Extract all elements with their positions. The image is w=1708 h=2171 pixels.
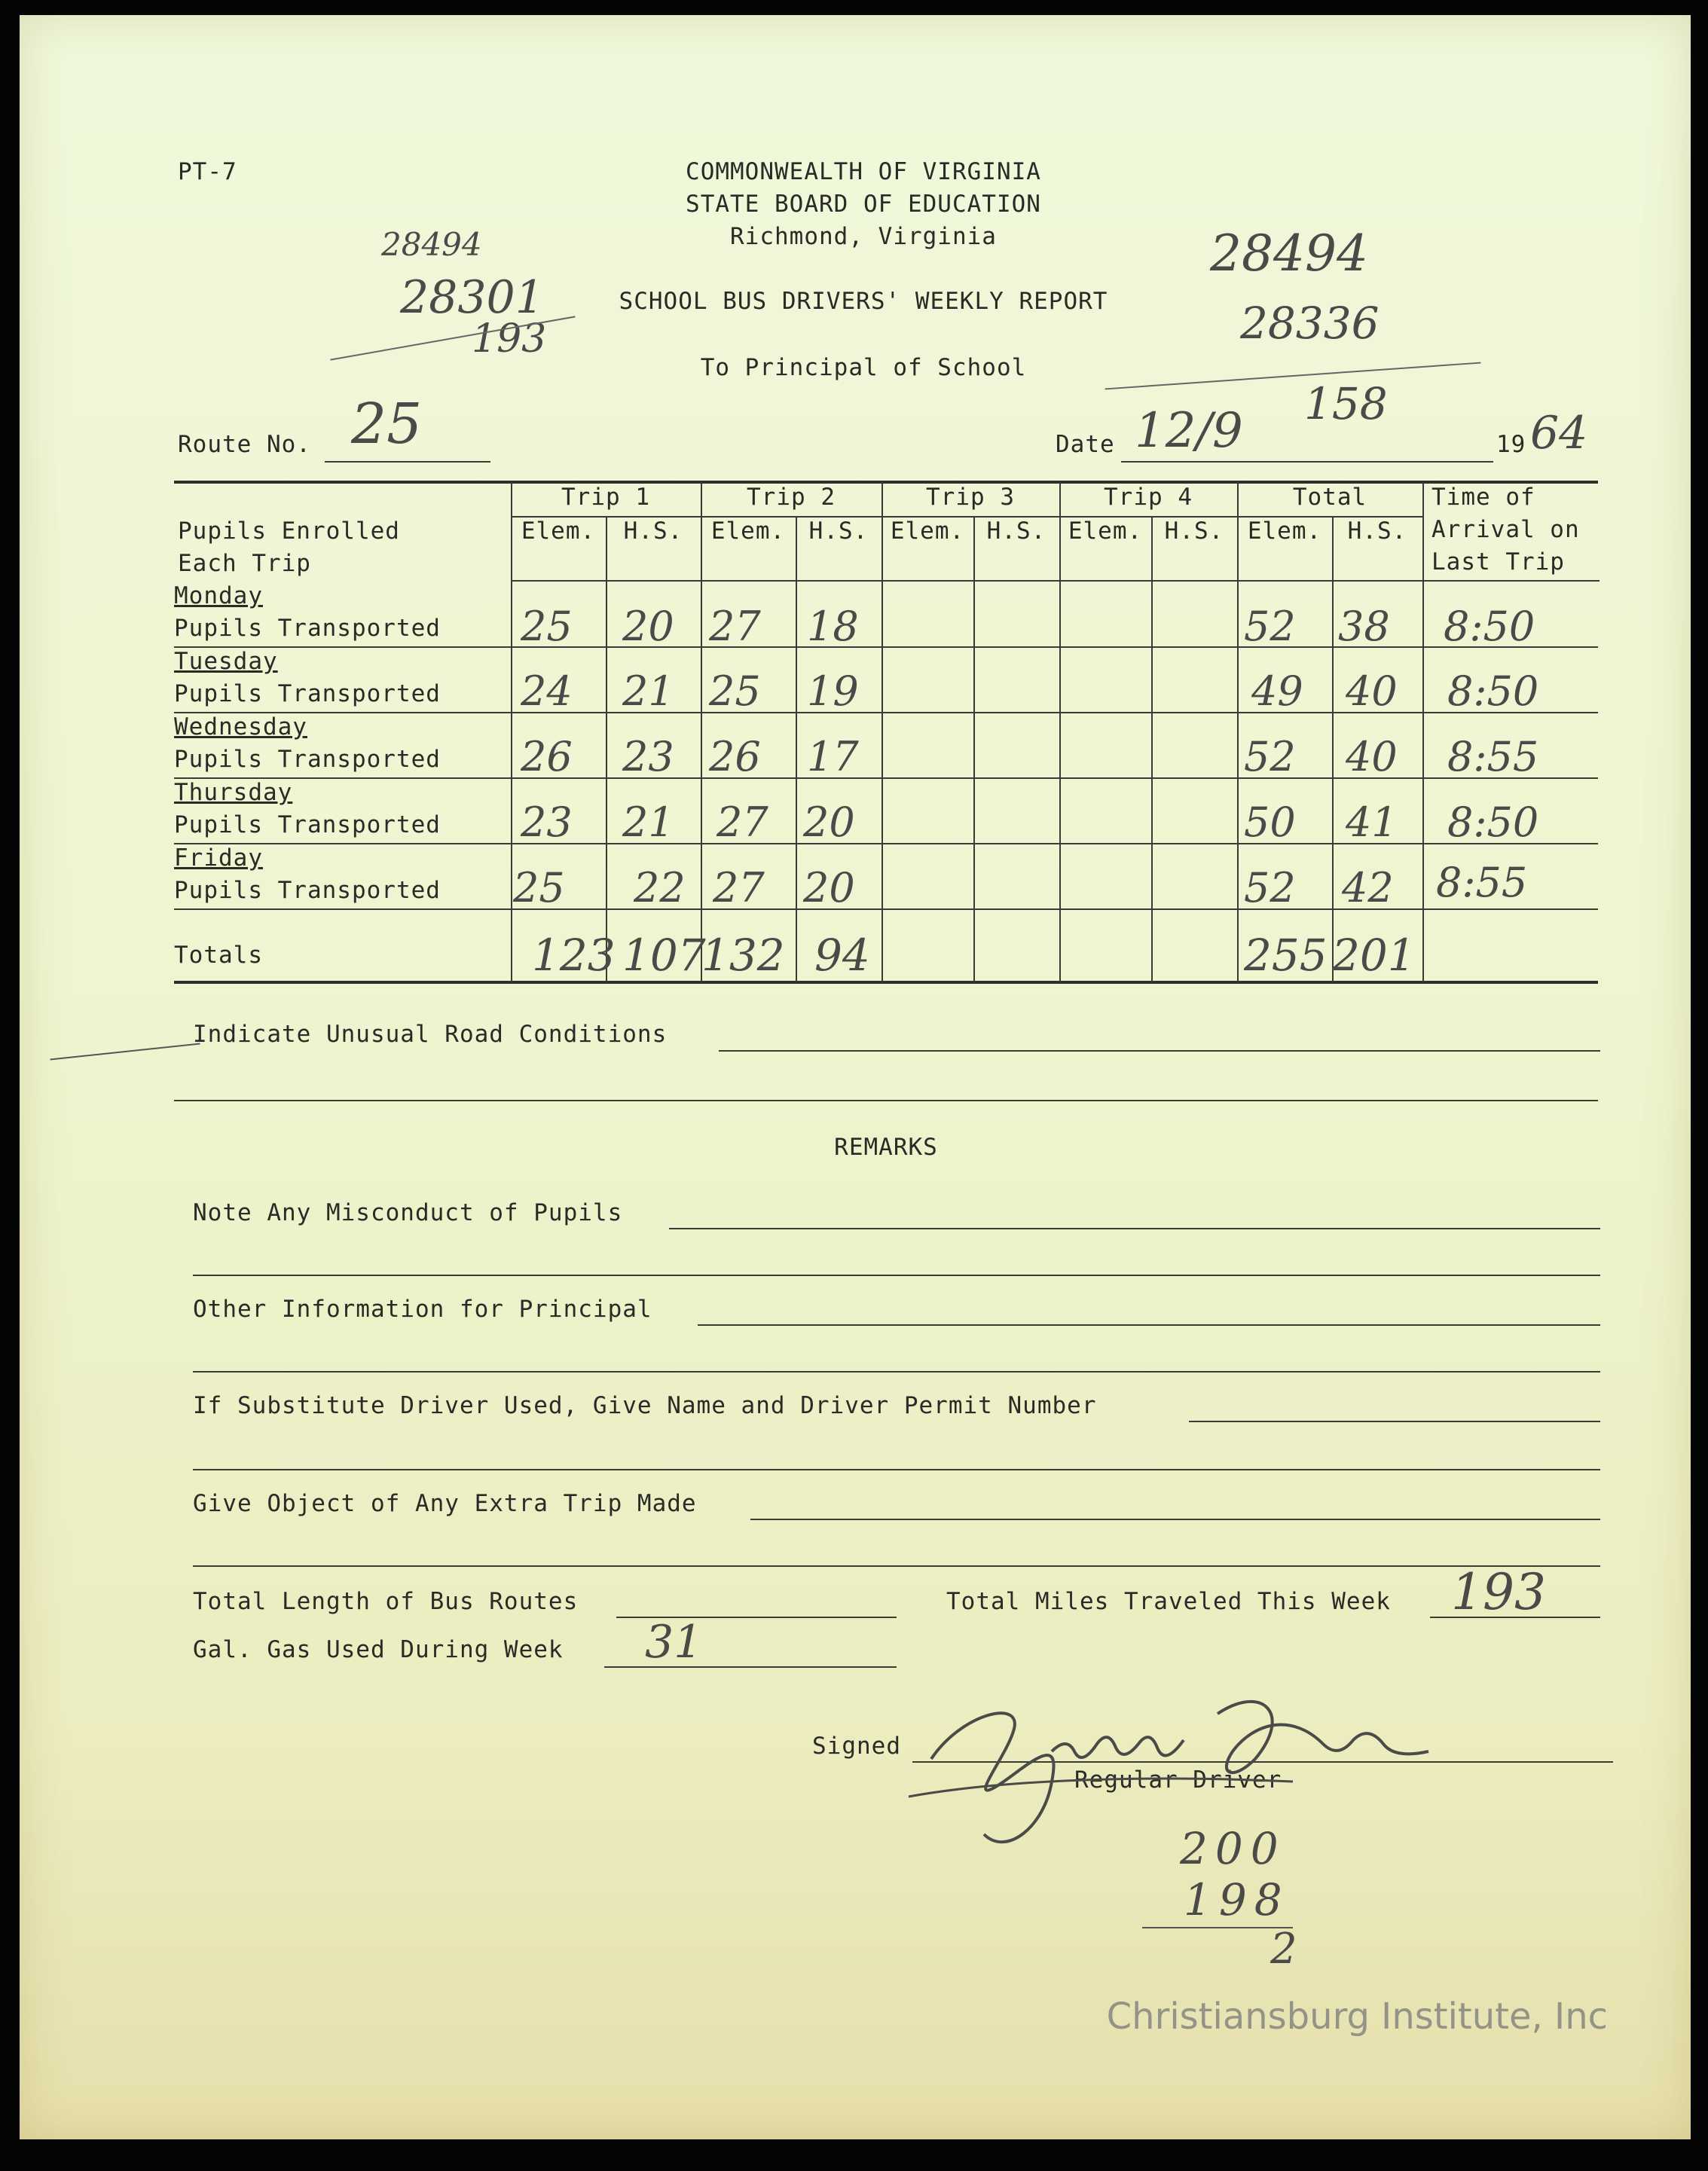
substitute-label: If Substitute Driver Used, Give Name and Driver Permit Number	[193, 1392, 1097, 1419]
total-total-elem: 255	[1244, 930, 1328, 981]
regular-driver-label: Regular Driver	[1074, 1766, 1282, 1794]
col-trip3-hs: H.S.	[986, 518, 1046, 545]
day-thursday: Thursday	[174, 779, 293, 806]
cell-fri-total-elem: 52	[1244, 864, 1296, 911]
cell-thu-t1-hs: 21	[622, 798, 674, 846]
hand-calc-odometer-start: 28301	[400, 271, 544, 324]
cell-thu-total-elem: 50	[1244, 798, 1296, 846]
cell-wed-time: 8:55	[1447, 733, 1539, 780]
extra-trip-line-2	[193, 1565, 1600, 1567]
col-trip2-elem: Elem.	[710, 518, 786, 545]
vrule	[1332, 516, 1334, 982]
col-trip3-elem: Elem.	[890, 518, 965, 545]
label-transported-fri: Pupils Transported	[174, 877, 441, 904]
miles-label: Total Miles Traveled This Week	[946, 1588, 1391, 1615]
vrule	[606, 516, 607, 982]
cell-fri-time: 8:55	[1436, 859, 1528, 906]
substitute-line-2	[193, 1469, 1600, 1470]
misconduct-line	[669, 1228, 1600, 1229]
col-trip4-elem: Elem.	[1068, 518, 1143, 545]
signed-label: Signed	[812, 1733, 901, 1760]
day-monday: Monday	[174, 582, 263, 609]
misconduct-label: Note Any Misconduct of Pupils	[193, 1199, 623, 1226]
miles-value: 193	[1451, 1563, 1546, 1621]
total-t2-elem: 132	[701, 930, 785, 981]
col-trip1: Trip 1	[561, 484, 650, 511]
label-transported-thu: Pupils Transported	[174, 811, 441, 838]
cell-mon-t1-elem: 25	[521, 603, 573, 650]
col-trip4-hs: H.S.	[1164, 518, 1224, 545]
archive-watermark: Christiansburg Institute, Inc	[1106, 1995, 1608, 2038]
day-wednesday: Wednesday	[174, 713, 307, 740]
date-value: 12/9	[1135, 403, 1243, 459]
totals-label: Totals	[174, 942, 263, 969]
cell-tue-t1-hs: 21	[622, 667, 674, 715]
cell-fri-t2-elem: 27	[713, 864, 765, 911]
col-trip1-hs: H.S.	[623, 518, 683, 545]
vrule	[973, 516, 975, 982]
vrule	[881, 482, 883, 982]
board-title: STATE BOARD OF EDUCATION	[686, 191, 1041, 218]
col-trip2-hs: H.S.	[808, 518, 869, 545]
date-label: Date	[1056, 431, 1115, 458]
cell-mon-t2-elem: 27	[709, 603, 761, 650]
cell-wed-total-elem: 52	[1244, 733, 1296, 780]
road-conditions-label: Indicate Unusual Road Conditions	[193, 1021, 668, 1048]
cell-tue-t1-elem: 24	[521, 667, 573, 715]
date-underline	[1121, 461, 1493, 463]
col-total: Total	[1292, 484, 1367, 511]
cell-mon-t1-hs: 20	[622, 603, 674, 650]
cell-wed-t2-elem: 26	[709, 733, 761, 780]
misconduct-line-2	[193, 1275, 1600, 1276]
cell-thu-total-hs: 41	[1346, 798, 1398, 846]
header-bottom-rule	[511, 580, 1600, 582]
cell-mon-total-elem: 52	[1244, 603, 1296, 650]
fold-mark	[50, 1043, 200, 1061]
cell-thu-t1-elem: 23	[521, 798, 573, 846]
cell-tue-time: 8:50	[1447, 667, 1539, 715]
col-time-line2: Arrival on	[1431, 516, 1580, 543]
total-t1-elem: 123	[532, 930, 616, 981]
city-title: Richmond, Virginia	[730, 223, 997, 250]
cell-wed-t2-hs: 17	[807, 733, 859, 780]
cell-wed-t1-hs: 23	[622, 733, 674, 780]
cell-wed-total-hs: 40	[1346, 733, 1398, 780]
road-conditions-line-2	[174, 1100, 1598, 1101]
vrule	[1059, 482, 1061, 982]
cell-thu-t2-elem: 27	[717, 798, 768, 846]
col-time-line1: Time of	[1431, 484, 1535, 511]
gas-label: Gal. Gas Used During Week	[193, 1636, 564, 1663]
hand-bottom-calc-2: 198	[1184, 1874, 1290, 1925]
cell-tue-t2-hs: 19	[807, 667, 859, 715]
total-t2-hs: 94	[814, 930, 870, 981]
report-sheet	[20, 15, 1691, 2139]
cell-wed-t1-elem: 26	[521, 733, 573, 780]
col-total-elem: Elem.	[1247, 518, 1322, 545]
cell-tue-total-hs: 40	[1346, 667, 1398, 715]
route-length-label: Total Length of Bus Routes	[193, 1588, 579, 1615]
other-info-line-2	[193, 1371, 1600, 1373]
year-prefix: 19	[1496, 431, 1526, 458]
vrule	[1237, 482, 1239, 982]
driver-signature	[901, 1669, 1444, 1864]
cell-mon-time: 8:50	[1444, 603, 1535, 650]
vrule	[1151, 516, 1153, 982]
table-bottom-border	[174, 981, 1598, 984]
cell-tue-total-elem: 49	[1251, 667, 1303, 715]
col-trip2: Trip 2	[747, 484, 836, 511]
day-friday: Friday	[174, 844, 263, 872]
vrule	[701, 482, 702, 982]
recipient-line: To Principal of School	[700, 354, 1027, 381]
cell-thu-time: 8:50	[1447, 798, 1539, 846]
total-total-hs: 201	[1332, 930, 1416, 981]
cell-mon-t2-hs: 18	[807, 603, 859, 650]
vrule	[1422, 482, 1424, 982]
extra-trip-label: Give Object of Any Extra Trip Made	[193, 1490, 697, 1517]
form-number: PT-7	[178, 158, 237, 185]
col-total-hs: H.S.	[1347, 518, 1407, 545]
col-trip1-elem: Elem.	[521, 518, 596, 545]
label-transported-wed: Pupils Transported	[174, 746, 441, 773]
col-trip3: Trip 3	[926, 484, 1015, 511]
enrolled-label-1: Pupils Enrolled	[178, 518, 400, 545]
hand-bottom-calc-3: 2	[1270, 1925, 1297, 1974]
hand-calc-difference: 193	[472, 316, 547, 362]
extra-trip-line	[750, 1519, 1600, 1520]
route-underline	[325, 461, 490, 463]
label-transported-tue: Pupils Transported	[174, 680, 441, 707]
vrule	[796, 516, 797, 982]
cell-fri-t1-hs: 22	[634, 864, 686, 911]
vrule	[511, 482, 512, 982]
route-label: Route No.	[178, 431, 311, 458]
other-info-line	[698, 1324, 1600, 1326]
hand-calc-odometer-end: 28494	[381, 226, 482, 263]
route-number: 25	[351, 392, 423, 456]
remarks-heading: REMARKS	[834, 1134, 938, 1161]
col-trip4: Trip 4	[1104, 484, 1193, 511]
cell-mon-total-hs: 38	[1338, 603, 1390, 650]
enrolled-label-2: Each Trip	[178, 550, 311, 577]
cell-fri-t1-elem: 25	[513, 864, 565, 911]
hand-calc-difference-right: 158	[1304, 378, 1388, 429]
col-time-line3: Last Trip	[1431, 548, 1565, 576]
road-conditions-line	[719, 1050, 1600, 1052]
total-t1-hs: 107	[622, 930, 706, 981]
report-title: SCHOOL BUS DRIVERS' WEEKLY REPORT	[619, 288, 1108, 315]
substitute-line	[1189, 1421, 1600, 1422]
hand-calc-odometer-end-right: 28494	[1210, 224, 1368, 282]
cell-tue-t2-elem: 25	[709, 667, 761, 715]
state-title: COMMONWEALTH OF VIRGINIA	[686, 158, 1041, 185]
cell-fri-t2-hs: 20	[803, 864, 855, 911]
hand-calc-odometer-start-right: 28336	[1240, 298, 1380, 349]
label-transported-mon: Pupils Transported	[174, 615, 441, 642]
day-tuesday: Tuesday	[174, 648, 278, 675]
year-value: 64	[1530, 407, 1588, 460]
cell-thu-t2-hs: 20	[803, 798, 855, 846]
hand-bottom-calc-1: 200	[1180, 1823, 1286, 1874]
gas-value: 31	[645, 1616, 703, 1669]
other-info-label: Other Information for Principal	[193, 1296, 652, 1323]
cell-fri-total-hs: 42	[1342, 864, 1394, 911]
